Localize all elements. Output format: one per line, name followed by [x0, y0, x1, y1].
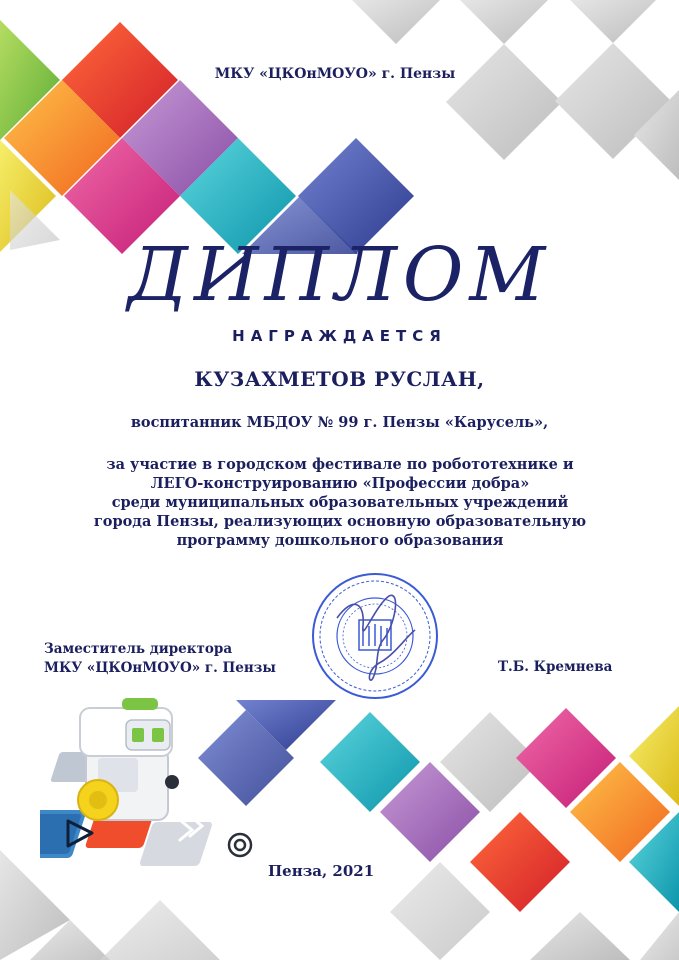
issuer-organization: МКУ «ЦКОнМОУО» г. Пензы	[214, 66, 456, 82]
robot-illustration	[40, 690, 280, 875]
recipient-institution: воспитанник МБДОУ № 99 г. Пензы «Карусель»,	[130, 414, 549, 431]
reason-line: ЛЕГО-конструированию «Профессии добра»	[150, 475, 530, 492]
signer-organization-line: МКУ «ЦКОнМОУО» г. Пензы	[44, 660, 276, 676]
top-right-diamond-cluster	[352, 0, 679, 180]
signer-position-line: Заместитель директора	[44, 641, 233, 657]
reason-line: программу дошкольного образования	[176, 532, 504, 549]
award-reason	[40, 455, 640, 550]
city-and-year: Пенза, 2021	[268, 862, 375, 880]
reason-line: среди муниципальных образовательных учреждений	[111, 494, 569, 511]
reason-line: за участие в городском фестивале по робототехнике и	[106, 456, 574, 473]
signer-name: Т.Б. Кремнева	[498, 659, 613, 675]
target-card-icon	[229, 834, 251, 856]
reason-line: города Пензы, реализующих основную образовательную	[93, 513, 587, 530]
diploma-title: ДИПЛОМ	[127, 232, 552, 318]
top-left-diamond-cluster	[0, 20, 414, 254]
recipient-name: КУЗАХМЕТОВ РУСЛАН,	[194, 367, 485, 391]
official-seal	[305, 566, 445, 706]
awarded-caption: НАГРАЖДАЕТСЯ	[232, 327, 447, 345]
signer-position	[44, 640, 276, 678]
